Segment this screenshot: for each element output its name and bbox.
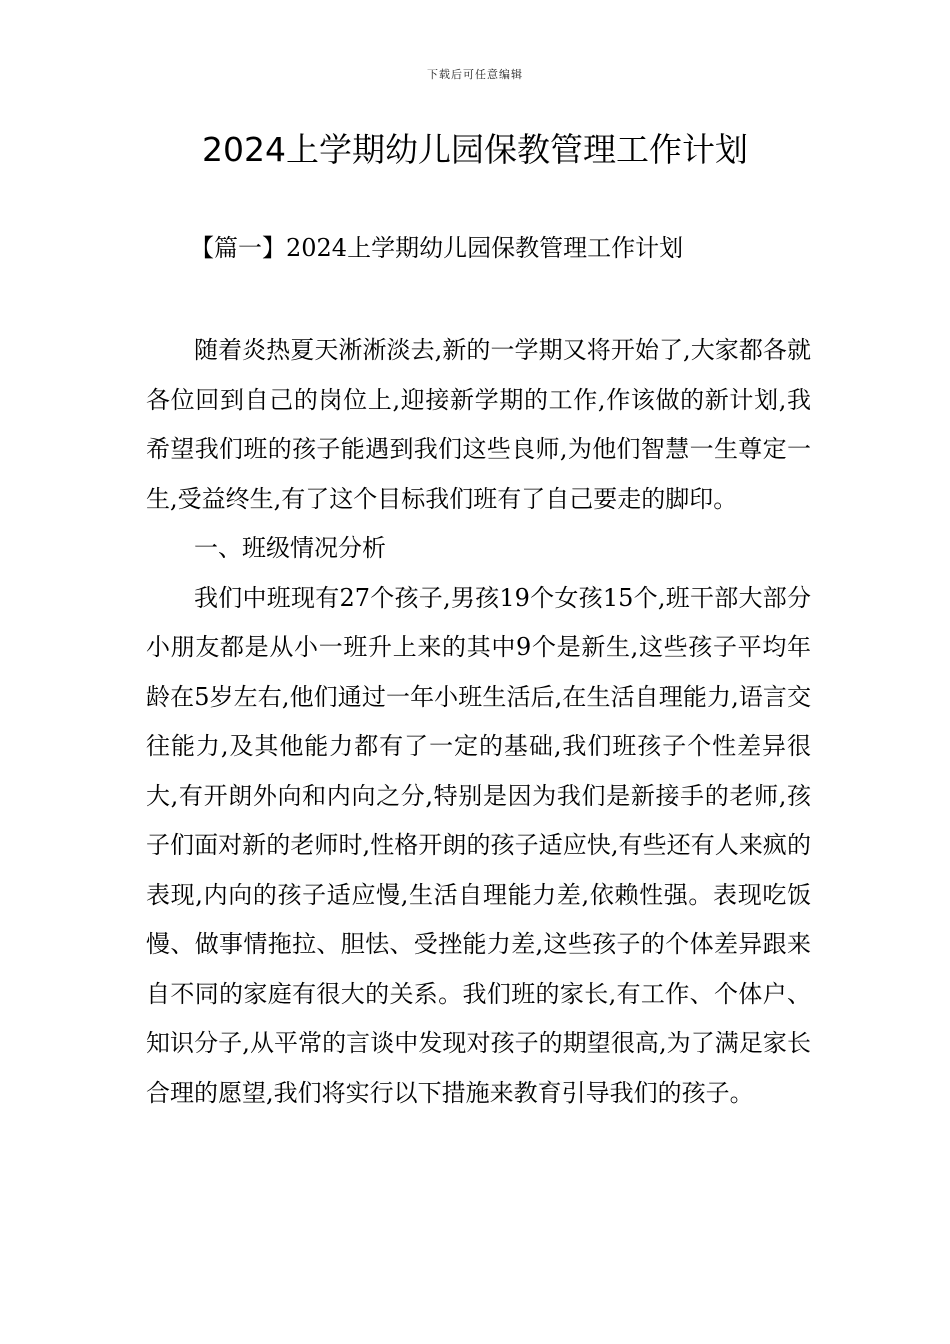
document-title: 2024上学期幼儿园保教管理工作计划 [202, 130, 748, 169]
paragraph-intro: 随着炎热夏天淅淅淡去,新的一学期又将开始了,大家都各就各位回到自己的岗位上,迎接新学期的工作,作该做的新计划,我希望我们班的孩子能遇到我们这些良师,为他们智慧一生尊定一生,受益终生,有了这个目标我们班有了自己要走的脚印。 [146, 336, 811, 513]
paragraph-class-analysis: 我们中班现有27个孩子,男孩19个女孩15个,班干部大部分小朋友都是从小一班升上来的其中9个是新生,这些孩子平均年龄在5岁左右,他们通过一年小班生活后,在生活自理能力,语言交往能力,及其他能力都有了一定的基础,我们班孩子个性差异很大,有开朗外向和内向之分,特别是因为我们是新接手的老师,孩子们面对新的老师时,性格开朗的孩子适应快,有些还有人来疯的表现,内向的孩子适应慢,生活自理能力差,依赖性强。表现吃饭慢、做事情拖拉、胆怯、受挫能力差,这些孩子的个体差异跟来自不同的家庭有很大的关系。我们班的家长,有工作、个体户、知识分子,从平常的言谈中发现对孩子的期望很高,为了满足家长合理的愿望,我们将实行以下措施来教育引导我们的孩子。 [146, 583, 811, 1107]
section-heading: 【篇一】2024上学期幼儿园保教管理工作计划 [190, 234, 684, 262]
document-body [146, 326, 811, 1118]
subheading-class-analysis: 一、班级情况分析 [194, 534, 386, 562]
header-note: 下载后可任意编辑 [427, 68, 523, 81]
